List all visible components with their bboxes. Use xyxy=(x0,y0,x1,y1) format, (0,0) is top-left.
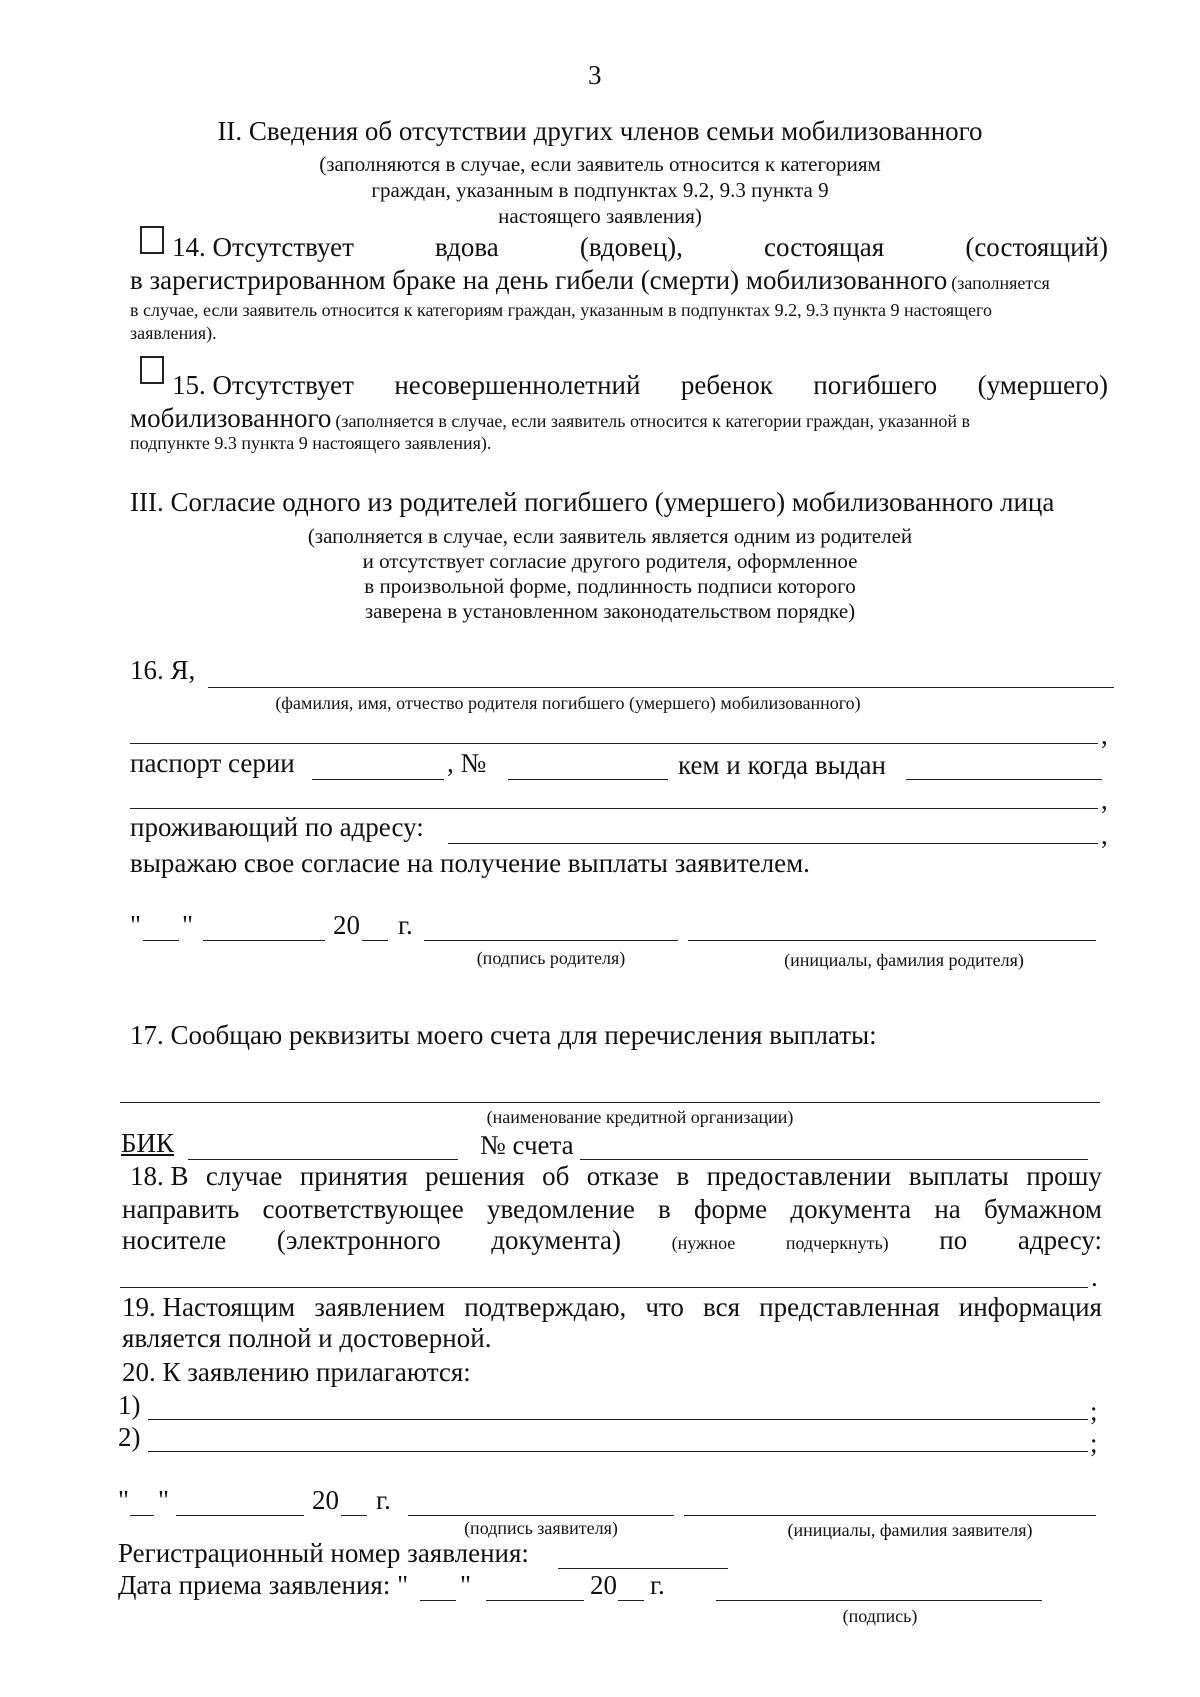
parent-initials-caption: (инициалы, фамилия родителя) xyxy=(784,950,1024,970)
word: случае xyxy=(205,1161,283,1191)
bik-field[interactable] xyxy=(188,1159,458,1160)
word: информация xyxy=(958,1292,1102,1322)
passport-series-field[interactable] xyxy=(312,779,444,780)
word: заявлением xyxy=(314,1292,446,1322)
semicolon: ; xyxy=(1090,1428,1098,1458)
notification-address-field[interactable] xyxy=(120,1287,1088,1288)
word: в xyxy=(676,1161,690,1191)
word: форме xyxy=(694,1194,768,1224)
date-received-label: Дата приема заявления: " xyxy=(118,1570,409,1600)
word: по xyxy=(939,1225,968,1255)
word: выплаты xyxy=(908,1161,1009,1191)
item-15-word: 15. Отсутствует xyxy=(172,370,354,400)
parent-name-field-continued[interactable] xyxy=(130,743,1098,744)
word: документа xyxy=(790,1194,912,1224)
word: документа) xyxy=(491,1225,622,1255)
word: отказе xyxy=(586,1161,660,1191)
applicant-initials-field[interactable] xyxy=(684,1515,1096,1516)
item-15-line-1 xyxy=(172,370,1108,401)
checkbox-item-14[interactable] xyxy=(140,226,164,254)
semicolon: ; xyxy=(1090,1396,1098,1426)
year-prefix: 20 xyxy=(312,1485,339,1515)
section-2-note-line-3: настоящего заявления) xyxy=(498,204,702,228)
item-14-word: вдова xyxy=(435,232,499,262)
month-field[interactable] xyxy=(203,940,325,941)
item-20-title: 20. К заявлению прилагаются: xyxy=(122,1357,471,1387)
account-label: № счета xyxy=(480,1130,574,1160)
passport-series-label: паспорт серии xyxy=(130,748,295,778)
item-14-word: 14. Отсутствует xyxy=(172,232,354,262)
word: уведомление xyxy=(486,1194,635,1224)
applicant-signature-field[interactable] xyxy=(408,1515,674,1516)
word: бумажном xyxy=(984,1194,1102,1224)
year-field[interactable] xyxy=(362,940,388,941)
item-18-line-3 xyxy=(122,1225,1102,1256)
item-14-word: (состоящий) xyxy=(965,232,1108,262)
received-quote-close: " xyxy=(460,1570,472,1600)
word: в xyxy=(658,1194,671,1224)
word: носителе xyxy=(122,1225,227,1255)
bank-name-field[interactable] xyxy=(120,1102,1100,1103)
word: соответствующее xyxy=(262,1194,464,1224)
item-14-word: состоящая xyxy=(764,232,885,262)
quote-open: " xyxy=(130,910,142,940)
word: предоставлении xyxy=(706,1161,892,1191)
passport-number-field[interactable] xyxy=(508,779,668,780)
attachment-2-number: 2) xyxy=(118,1422,141,1452)
section-3-note-line-4: заверена в установленном законодательством порядке) xyxy=(364,599,856,623)
receiver-signature-field[interactable] xyxy=(716,1600,1042,1601)
attachment-1-field[interactable] xyxy=(148,1419,1088,1420)
word: что xyxy=(645,1292,684,1322)
received-day-field[interactable] xyxy=(420,1600,456,1601)
period: . xyxy=(1091,1262,1098,1292)
item-15-line-2-note: (заполняется в случае, если заявитель относится к категории граждан, указанной в xyxy=(335,411,971,431)
word: 18. В xyxy=(130,1161,189,1191)
attachment-1-number: 1) xyxy=(118,1390,141,1420)
comma: , xyxy=(1101,820,1108,850)
parent-signature-caption: (подпись родителя) xyxy=(476,948,626,968)
applicant-initials-caption: (инициалы, фамилия заявителя) xyxy=(787,1520,1033,1540)
item-14-line-2-note: (заполняется xyxy=(951,273,1050,293)
item-17-text: 17. Сообщаю реквизиты моего счета для перечисления выплаты: xyxy=(130,1020,877,1050)
address-field[interactable] xyxy=(448,843,1098,844)
word: (нужное xyxy=(671,1233,736,1253)
section-2-title: II. Сведения об отсутствии других членов семьи мобилизованного xyxy=(217,116,983,146)
item-14-line-2 xyxy=(130,265,1050,296)
parent-name-caption: (фамилия, имя, отчество родителя погибшего (умершего) мобилизованного) xyxy=(275,693,861,713)
item-14-line-1 xyxy=(172,232,1108,263)
item-15-line-2-main: мобилизованного xyxy=(130,403,332,433)
year-suffix: г. xyxy=(398,910,413,940)
quote-close: " xyxy=(158,1485,170,1515)
item-15-word: несовершеннолетний xyxy=(394,370,641,400)
item-15-line-2 xyxy=(130,403,970,434)
section-3-note-line-1: (заполняется в случае, если заявитель является одним из родителей xyxy=(307,524,913,548)
parent-signature-field[interactable] xyxy=(424,940,678,941)
word: представленная xyxy=(759,1292,940,1322)
word: подтверждаю, xyxy=(464,1292,627,1322)
item-18-line-1 xyxy=(130,1161,1102,1192)
issued-by-field[interactable] xyxy=(906,779,1102,780)
bik-label: БИК xyxy=(121,1128,175,1158)
address-label: проживающий по адресу: xyxy=(130,812,424,842)
attachment-2-field[interactable] xyxy=(148,1451,1088,1452)
registration-number-field[interactable] xyxy=(558,1568,728,1569)
year-prefix: 20 xyxy=(333,910,360,940)
word: принятия xyxy=(299,1161,408,1191)
word: вся xyxy=(703,1292,741,1322)
word: решения xyxy=(425,1161,525,1191)
section-3-note-line-2: и отсутствует согласие другого родителя, оформленное xyxy=(362,549,858,573)
received-year-suffix: г. xyxy=(650,1570,665,1600)
word: (электронного xyxy=(276,1225,441,1255)
received-month-field[interactable] xyxy=(486,1600,584,1601)
item-15-word: ребенок xyxy=(680,370,773,400)
item-15-word: погибшего xyxy=(813,370,938,400)
word: 19. Настоящим xyxy=(122,1292,296,1322)
item-14-line-2-main: в зарегистрированном браке на день гибели (смерти) мобилизованного xyxy=(130,265,948,295)
comma: , xyxy=(1101,785,1108,815)
word: прошу xyxy=(1026,1161,1102,1191)
item-15-line-3: подпункте 9.3 пункта 9 настоящего заявления). xyxy=(130,433,492,453)
word: об xyxy=(542,1161,570,1191)
month-field[interactable] xyxy=(176,1515,304,1516)
received-year-prefix: 20 xyxy=(590,1570,617,1600)
item-14-line-4: заявления). xyxy=(130,323,217,343)
year-field[interactable] xyxy=(341,1515,367,1516)
account-field[interactable] xyxy=(580,1159,1088,1160)
section-3-note-line-3: в произвольной форме, подлинность подписи которого xyxy=(364,574,856,598)
registration-number-label: Регистрационный номер заявления: xyxy=(118,1538,529,1568)
item-19-line-1 xyxy=(122,1292,1102,1323)
bank-name-caption: (наименование кредитной организации) xyxy=(486,1107,794,1127)
section-2-note-line-1: (заполняются в случае, если заявитель относится к категориям xyxy=(319,152,881,176)
passport-number-label: , № xyxy=(447,748,487,778)
consent-text: выражаю свое согласие на получение выплаты заявителем. xyxy=(130,848,810,878)
item-18-line-2 xyxy=(122,1194,1102,1225)
received-year-field[interactable] xyxy=(618,1600,644,1601)
parent-name-field[interactable] xyxy=(208,687,1114,688)
item-14-line-3: в случае, если заявитель относится к категориям граждан, указанным в подпунктах 9.2, 9.3 пункта 9 настоящего xyxy=(130,300,992,320)
quote-open: " xyxy=(118,1485,130,1515)
receiver-signature-caption: (подпись) xyxy=(842,1606,918,1626)
item-14-word: (вдовец), xyxy=(579,232,683,262)
word: подчеркнуть) xyxy=(785,1233,889,1253)
parent-initials-field[interactable] xyxy=(688,940,1096,941)
checkbox-item-15[interactable] xyxy=(140,356,164,384)
day-field[interactable] xyxy=(143,940,179,941)
item-16-prefix: 16. Я, xyxy=(130,655,196,685)
page-number: 3 xyxy=(588,60,602,90)
applicant-signature-caption: (подпись заявителя) xyxy=(464,1518,618,1538)
comma: , xyxy=(1101,720,1108,750)
year-suffix: г. xyxy=(376,1485,391,1515)
word: адресу: xyxy=(1017,1225,1102,1255)
item-15-word: (умершего) xyxy=(977,370,1108,400)
quote-close: " xyxy=(182,910,194,940)
word: направить xyxy=(122,1194,240,1224)
word: на xyxy=(934,1194,961,1224)
issued-by-label: кем и когда выдан xyxy=(678,750,886,780)
section-2-note-line-2: граждан, указанным в подпунктах 9.2, 9.3 пункта 9 xyxy=(371,178,829,202)
item-19-line-2: является полной и достоверной. xyxy=(122,1323,492,1353)
day-field[interactable] xyxy=(130,1515,154,1516)
issued-by-field-continued[interactable] xyxy=(130,808,1098,809)
section-3-title: III. Согласие одного из родителей погибшего (умершего) мобилизованного лица xyxy=(130,487,1055,517)
